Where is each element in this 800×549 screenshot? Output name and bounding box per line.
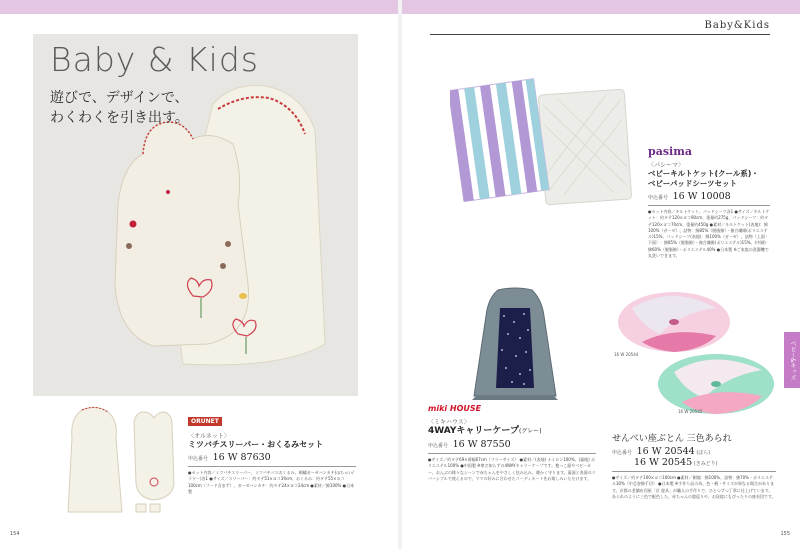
pasima-divider (648, 205, 770, 206)
product-cushion (612, 434, 776, 500)
mikihouse-product-color: (グレー) (518, 428, 542, 435)
orunet-logo: ORUNET (188, 417, 222, 426)
pasima-code-row (648, 191, 770, 202)
page-number-right: 155 (780, 531, 790, 537)
cushion-product-note-b: (きみどり) (693, 461, 718, 467)
orunet-order-label: 申込番号 (188, 456, 209, 462)
cushion-divider (612, 471, 776, 472)
hero-subtitle-line2: わくわくを引き出す。 (50, 110, 189, 126)
cushion-product-note-a: (ばら) (696, 450, 711, 456)
mikihouse-order-label: 申込番号 (428, 443, 449, 449)
top-color-band-right (400, 0, 800, 14)
mikihouse-product-name (428, 426, 596, 437)
hero-subtitle-line1: 遊びで、デザインで、 (50, 90, 189, 106)
cushion-image-label-a: 16 W 20544 (614, 352, 639, 357)
top-color-band-left (0, 0, 400, 14)
mikihouse-product-photo (470, 286, 560, 402)
orunet-divider (188, 466, 356, 467)
page-number-left: 154 (10, 531, 20, 537)
mikihouse-code-row (428, 439, 596, 450)
mikihouse-details: ●サイズ／約タテ69×着幅67cm（フリーサイズ） ●素材／(表地) ナイロン100%、(裏地) ポリエステル100% ●中国製 ※寒さ知らずの4WAYキャリーケープです。抱っこ紐やベビーカー、おんぶの様々なシーンで赤ちゃんをやさしく包み込み、暖かく守ります。裏面と表面のリバーシブルで使えるので、ママの好みに合わせたコーディネートをお楽しみいただけます。 (428, 457, 596, 481)
cushion-code-row-b (612, 457, 776, 468)
category-side-tab[interactable]: ベビー&キッズ (784, 332, 800, 388)
pasima-logo: pasima (648, 145, 692, 158)
cushion-product-name: せんべい座ぶとん 三色あられ (612, 434, 732, 444)
orunet-product-code: 16 W 87630 (212, 452, 271, 463)
orunet-product-name: ミツバチスリーパー・おくるみセット (188, 440, 324, 449)
pasima-details: ●セット内容／キルトケット、パッドシーツ各1 ●サイズ／キルトケット：約タテ120×ヨコ90cm、重量約275g、パッドシーツ：約タテ120×ヨコ70cm、重量約450g ●素材／キルトケット(表地)：綿100%（ガーゼ）、詰物：綿85%（脱脂綿）・複合繊維(ポリエステル)15%、パッドシーツ(表地)：綿100%（ガーゼ）、詰物（上面・下面）：綿85%（脱脂綿）・複合繊維(ポリエステル)15%、(中層)：綿60%（脱脂綿）・ポリエステル40% ●日本製 ※ご家庭の洗濯機で丸洗いできます。 (648, 209, 770, 259)
pasima-product-name-line1: ベビーキルトケット(クール系)・ (648, 169, 759, 178)
orunet-brand-name: 〈オルネット〉 (188, 433, 230, 440)
pasima-brand-name: 〈パシーマ〉 (648, 162, 685, 169)
cushion-details: ●サイズ／約タテ100×ヨコ100cm ●素材／側地：綿100%、詰物：綿70%・ポリエステル30%（中芯巻綿千切） ●日本製 ※手作り品の為、色・柄・サイズが異なる場合があります。京都の老舗布団屋「京 寝具」が職人の手作りで、ひとつずつ丁寧に仕上げています。あられのように三色で配色した、赤ちゃんの寝返りや、お昼寝にもぴったりの座布団です。 (612, 475, 776, 499)
cushion-order-label: 申込番号 (612, 450, 633, 456)
page-gutter (398, 0, 402, 549)
orunet-code-row (188, 452, 356, 463)
orunet-product-photo (62, 404, 182, 516)
hero-title: Baby & Kids (50, 40, 259, 79)
product-orunet (188, 408, 356, 495)
pasima-order-label: 申込番号 (648, 195, 669, 201)
pasima-product-code: 16 W 10008 (672, 191, 731, 202)
product-mikihouse (428, 404, 596, 482)
mikihouse-divider (428, 453, 596, 454)
cushion-product-code-a: 16 W 20544 (636, 446, 695, 457)
mikihouse-product-code: 16 W 87550 (452, 439, 511, 450)
section-label: Baby&Kids (704, 20, 770, 31)
pasima-product-name-line2: ベビーパッドシーツセット (648, 179, 738, 188)
cushion-code-row-a (612, 446, 776, 457)
mikihouse-logo: miki HOUSE (428, 404, 482, 413)
pasima-product-photo (450, 78, 642, 206)
cushion-image-label-b: 16 W 20545 (678, 409, 703, 414)
mikihouse-product-title: 4WAYキャリーケープ (428, 426, 519, 436)
mikihouse-brand-name: 〈ミキハウス〉 (428, 419, 470, 426)
product-pasima (648, 145, 770, 259)
section-rule (430, 34, 770, 35)
orunet-details: ●セット内容／ミツバチスリーパー、ミツバチパスおくるみ、刺繍ガーゼハンカチ(ほちゃい/ラワー)各1 ●サイズ／スリーパー：約タテ51×ヨコ39cm、おくるみ：約タテ55×ヨコ100cm（フード含まず）、ガーゼハンカチ：約タテ24×ヨコ24cm ●素材／綿100% ●日本製 (188, 470, 355, 494)
cushion-product-code-b: 16 W 20545 (634, 457, 693, 468)
hero-subtitle (50, 88, 189, 128)
